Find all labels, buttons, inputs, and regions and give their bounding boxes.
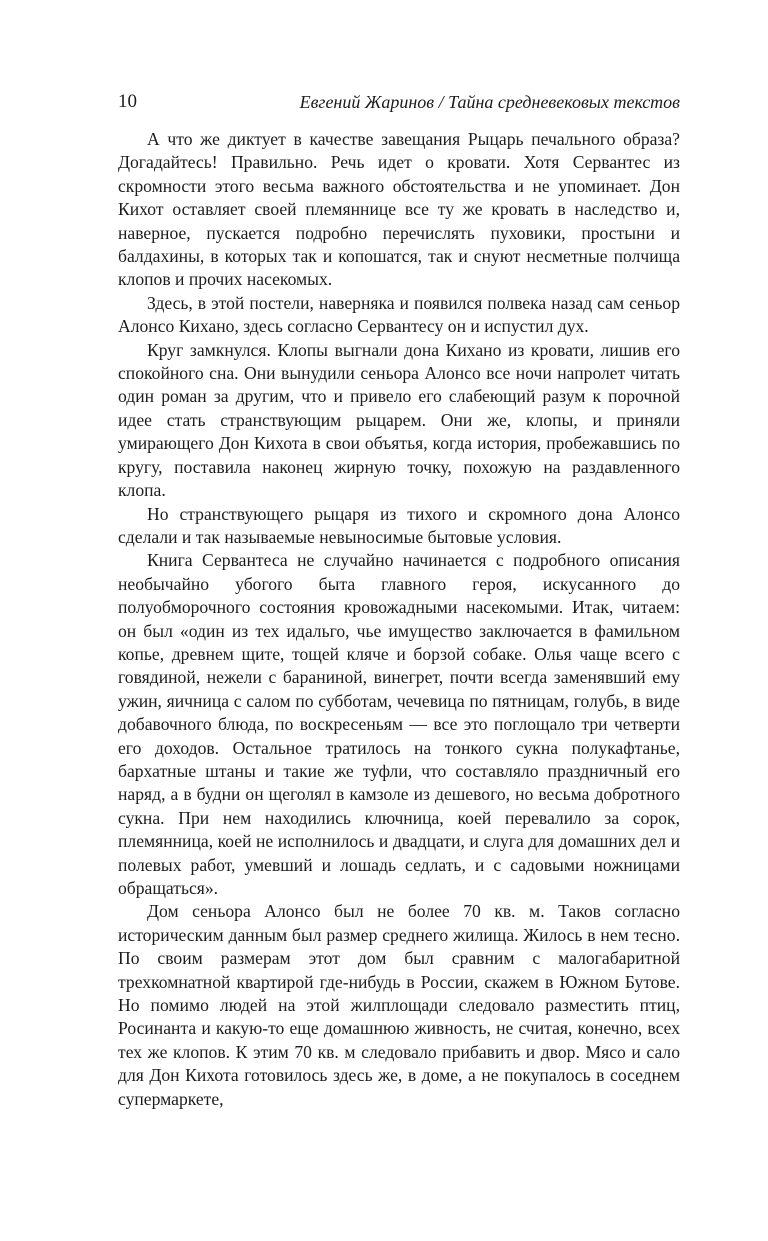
paragraph: Книга Сервантеса не случайно начинается с подробного описания необычайно убогого быта главного героя, искусанного до полуобморочного состояния кровожадными насекомыми. Итак, читаем: он был «один из тех идальго, чье имущество заключается в фамильном копье, древнем щите, тощей кляче и борзой собаке. Олья чаще всего с говядиной, нежели с бараниной, винегрет, почти всегда заменявший ему ужин, яичница с салом по субботам, чечевица по пятницам, голубь, в виде добавочного блюда, по воскресеньям — все это поглощало три четверти его доходов. Остальное тратилось на тонкого сукна полукафтанье, бархатные штаны и такие же туфли, что составляло праздничный его наряд, а в будни он щеголял в камзоле из дешевого, но весьма добротного сукна. При нем находились ключница, коей перевалило за сорок, племянница, коей не исполнилось и двадцати, и слуга для домашних дел и полевых работ, умевший и лошадь седлать, и с садовыми ножницами обращаться». [118, 550, 680, 898]
paragraph: Но странствующего рыцаря из тихого и скромного дона Алонсо сделали и так называемые невыносимые бытовые условия. [118, 503, 680, 547]
paragraph: Здесь, в этой постели, наверняка и появился полвека назад сам сеньор Алонсо Кихано, здесь согласно Сервантесу он и испустил дух. [118, 292, 680, 337]
page-number: 10 [118, 91, 137, 112]
paragraph: Круг замкнулся. Клопы выгнали дона Кихано из кровати, лишив его спокойного сна. Они вынудили сеньора Алонсо все ночи напролет читать один роман за другим, что и привело его слабеющий разум к порочной идее стать странствующим рыцарем. Они же, клопы, и приняли умирающего Дон Кихота в свои объятья, когда история, пробежавшись по кругу, поставила наконец жирную точку, похожую на раздавленного клопа. [118, 339, 680, 501]
page-header [118, 90, 680, 114]
paragraph: А что же диктует в качестве завещания Рыцарь печального образа? Догадайтесь! Правильно. Речь идет о кровати. Хотя Сервантес из скромности этого весьма важного обстоятельства и не упоминает. Дон Кихот оставляет своей племяннице все ту же кровать в наследство и, наверное, пускается подробно перечислять пуховики, простыни и балдахины, в которых так и копошатся, так и снуют несметные полчища клопов и прочих насекомых. [118, 129, 680, 290]
running-head: Евгений Жаринов / Тайна средневековых текстов [299, 92, 680, 112]
body-text [118, 128, 680, 1111]
paragraph: Дом сеньора Алонсо был не более 70 кв. м. Таков согласно историческим данным был размер среднего жилища. Жилось в нем тесно. По своим размерам этот дом был сравним с малогабаритной трехкомнатной квартирой где-нибудь в России, скажем в Южном Бутове. Но помимо людей на этой жилплощади следовало разместить птиц, Росинанта и какую-то еще домашнюю живность, не считая, конечно, всех тех же клопов. К этим 70 кв. м следовало прибавить и двор. Мясо и сало для Дон Кихота готовилось здесь же, в доме, а не покупалось в соседнем супермаркете, [118, 901, 680, 1109]
